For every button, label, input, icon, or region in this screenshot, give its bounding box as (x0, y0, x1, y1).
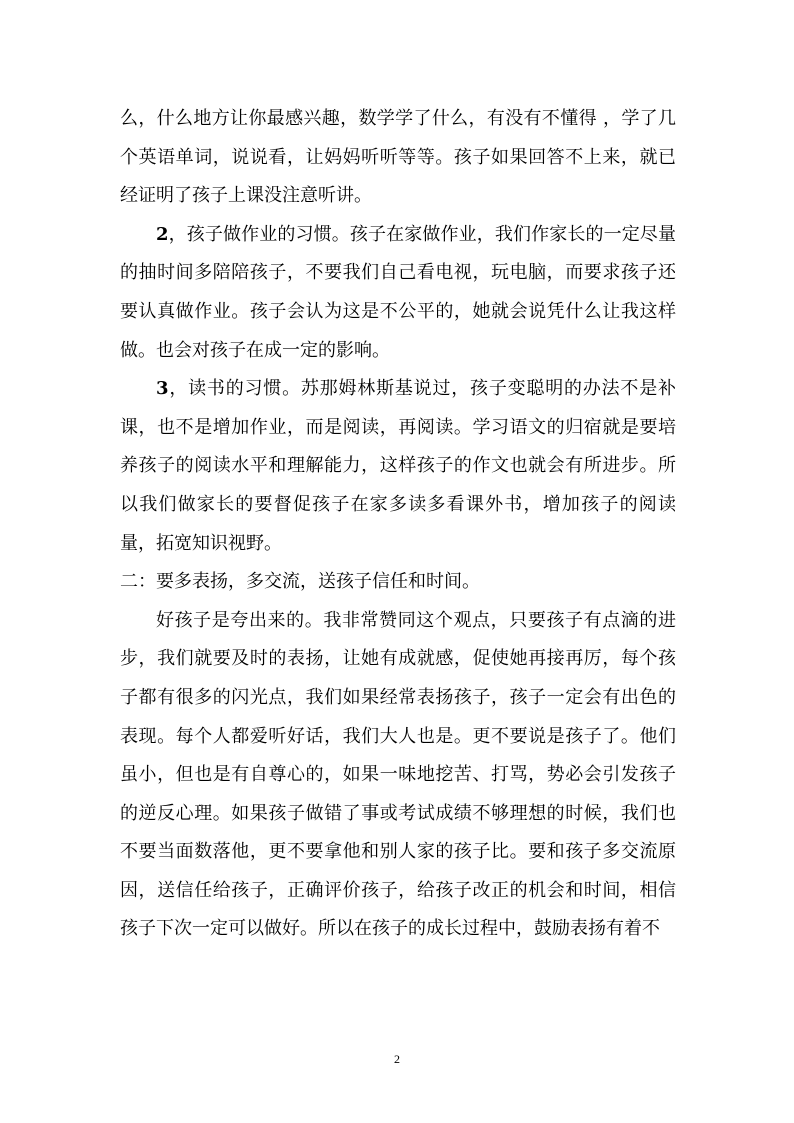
paragraph-text: ，读书的习惯。苏那姆林斯基说过，孩子变聪明的办法不是补课，也不是增加作业，而是阅读，再阅读。学习语文的归宿就是要培养孩子的阅读水平和理解能力，这样孩子的作文也就会有所进步。所以我们做家长的要督促孩子在家多读多看课外书，增加孩子的阅读量，拓宽知识视野。 (120, 378, 676, 554)
item-number: 3 (156, 378, 169, 400)
paragraph-text: 好孩子是夸出来的。我非常赞同这个观点，只要孩子有点滴的进步，我们就要及时的表扬，让她有成就感，促使她再接再厉，每个孩子都有很多的闪光点，我们如果经常表扬孩子，孩子一定会有出色的表现。每个人都爱听好话，我们大人也是。更不要说是孩子了。他们虽小，但也是有自尊心的，如果一味地挖苦、打骂，势必会引发孩子的逆反心理。如果孩子做错了事或考试成绩不够理想的时候，我们也不要当面数落他，更不要拿他和别人家的孩子比。要和孩子多交流原因，送信任给孩子，正确评价孩子，给孩子改正的机会和时间，相信孩子下次一定可以做好。所以在孩子的成长过程中，鼓励表扬有着不 (120, 609, 676, 940)
paragraph-text: 么，什么地方让你最感兴趣，数学学了什么，有没有不懂得 ，学了几个英语单词，说说看，让妈妈听听等等。孩子如果回答不上来，就已经证明了孩子上课没注意听讲。 (120, 108, 676, 207)
paragraph-reading-habit (120, 370, 676, 563)
page-number: 2 (394, 1052, 400, 1066)
paragraph-praise (120, 602, 676, 949)
paragraph-continuation (120, 100, 676, 216)
document-body (120, 100, 676, 949)
heading-text: 二：要多表扬，多交流，送孩子信任和时间。 (120, 571, 480, 593)
paragraph-text: ，孩子做作业的习惯。孩子在家做作业，我们作家长的一定尽量的抽时间多陪陪孩子，不要我们自己看电视，玩电脑，而要求孩子还要认真做作业。孩子会认为这是不公平的，她就会说凭什么让我这样做。也会对孩子在成一定的影响。 (120, 223, 676, 361)
section-heading (120, 563, 676, 602)
item-number: 2 (156, 223, 169, 245)
paragraph-homework-habit (120, 216, 676, 370)
